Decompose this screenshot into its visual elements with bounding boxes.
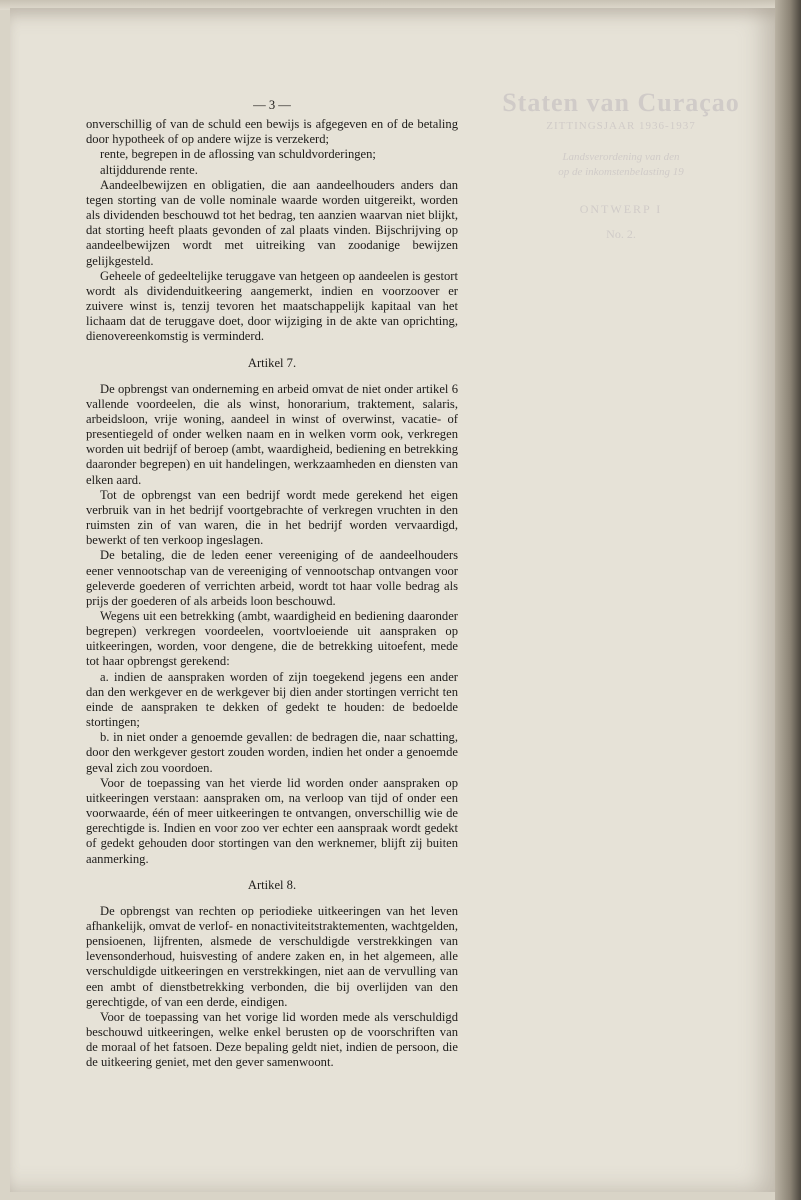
paragraph: De opbrengst van rechten op periodieke uitkeeringen van het leven afhankelijk, omvat de verlof- en nonactiviteitstraktementen, wachtgelden, pensioenen, lijfrenten, alsmede de verschuldigde verstrekkingen van levensonderhoud, huisvesting of andere zaken en, in het algemeen, alle verschuldigde uitkeeringen en verstrekkingen, niet aan de vervulling van een ambt of dienstbetrekking verbonden, die bij overlijden van den gerechtigde, of van een derde, eindigen. (86, 903, 458, 1009)
page-number: — 3 — (253, 98, 291, 112)
paragraph: Tot de opbrengst van een bedrijf wordt mede gerekend het eigen verbruik van in het bedrijf voortgebrachte of verkregen vruchten in den ruimsten zin of van waren, die in het bedrijf worden vervaardigd, bewerkt of ten verkoop ingeslagen. (86, 487, 458, 548)
paragraph: Aandeelbewijzen en obligatien, die aan aandeelhouders anders dan tegen storting van de volle nominale waarde worden uitgereikt, worden als dividenden beschouwd tot het bedrag, ten aanzien waarvan niet blijkt, dat storting heeft plaats gevonden of zal plaats vinden. Bijschrijving op aandeelbewijzen wordt met uitreiking van zoodanige bewijzen gelijkgesteld. (86, 177, 458, 268)
paragraph: Wegens uit een betrekking (ambt, waardigheid en bediening daaronder begrepen) verkregen voordeelen, voortvloeiende uit aanspraken op uitkeeringen, worden, voor dengene, die de betrekking uitoefent, mede tot haar opbrengst gerekend: (86, 609, 458, 669)
list-item-a: a. indien de aanspraken worden of zijn toegekend jegens een ander dan den werkgever en de werkgever bij dien ander stortingen verricht ten einde de aanspraken te dekken of gedekt te houden: de bedoelde stortingen; (86, 669, 458, 730)
ghost-line-5: ONTWERP I (579, 202, 663, 216)
paragraph: Voor de toepassing van het vierde lid worden onder aanspraken op uitkeeringen verstaan: aanspraken om, na verloop van tijd of onder een voorwaarde, één of meer uitkeeringen te ontvangen, onverschillig wie de gerechtigde is. Indien en voor zoo ver echter een aanspraak wordt gedekt of gedekt gehouden door stortingen van den werknemer, blijft zij buiten aanmerking. (86, 775, 458, 866)
document-body (86, 98, 458, 1071)
paragraph: De betaling, die de leden eener vereeniging of de aandeelhouders eener vennootschap van de vereeniging of vennootschap ontvangen voor geleverde goederen of verrichten arbeid, wordt tot haar volle bedrag als prijs der goederen of als arbeids loon beschouwd. (86, 548, 458, 608)
paragraph: rente, begrepen in de aflossing van schuldvorderingen; (100, 147, 376, 162)
article-8-heading: Artikel 8. (247, 877, 297, 892)
binding-shadow (775, 0, 801, 1200)
ghost-line-1: Staten van Curaçao (502, 88, 740, 117)
paragraph: De opbrengst van onderneming en arbeid omvat de niet onder artikel 6 vallende voordeelen, die als winst, honorarium, traktement, salaris, arbeidsloon, vrije woning, aandeel in winst of overwinst, vacatie- of presentiegeld of onder welken naam en in welken vorm ook, verkregen worden uit bedrijf of beroep (ambt, waardigheid, bediening en betrekking daaronder begrepen) en uit handelingen, werkzaamheden en diensten van elken aard. (86, 381, 458, 487)
article-7-heading: Artikel 7. (247, 355, 297, 370)
paragraph: Geheele of gedeeltelijke teruggave van hetgeen op aandeelen is gestort wordt als dividenduitkeering aangemerkt, indien en voorzoover er zuivere winst is, tenzij tevoren het maatschappelijk kapitaal van het lichaam dat de teruggave doet, door wijziging in de akte van oprichting, dienovereenkomstig is verminderd. (86, 268, 458, 344)
ghost-line-2: ZITTINGSJAAR 1936-1937 (546, 120, 696, 132)
list-item-b: b. in niet onder a genoemde gevallen: de bedragen die, naar schatting, door den werkgever gestort zouden worden, indien het onder a genoemde geval zich zou voordoen. (86, 730, 458, 775)
ghost-line-3a: Landsverordening van den (562, 151, 680, 163)
ghost-line-6: No. 2. (606, 227, 636, 241)
paragraph: altijddurende rente. (100, 162, 198, 177)
ghost-line-3b: op de inkomstenbelasting 19 (558, 166, 684, 178)
paragraph: Voor de toepassing van het vorige lid worden mede als verschuldigd beschouwd uitkeeringen, welke enkel berusten op de voorschriften van de moraal of het fatsoen. Deze bepaling geldt niet, indien de persoon, die de uitkeering geniet, met den gever samenwoont. (86, 1009, 458, 1070)
paragraph: onverschillig of van de schuld een bewijs is afgegeven en of de betaling door hypotheek of op andere wijze is verzekerd; (86, 117, 458, 147)
